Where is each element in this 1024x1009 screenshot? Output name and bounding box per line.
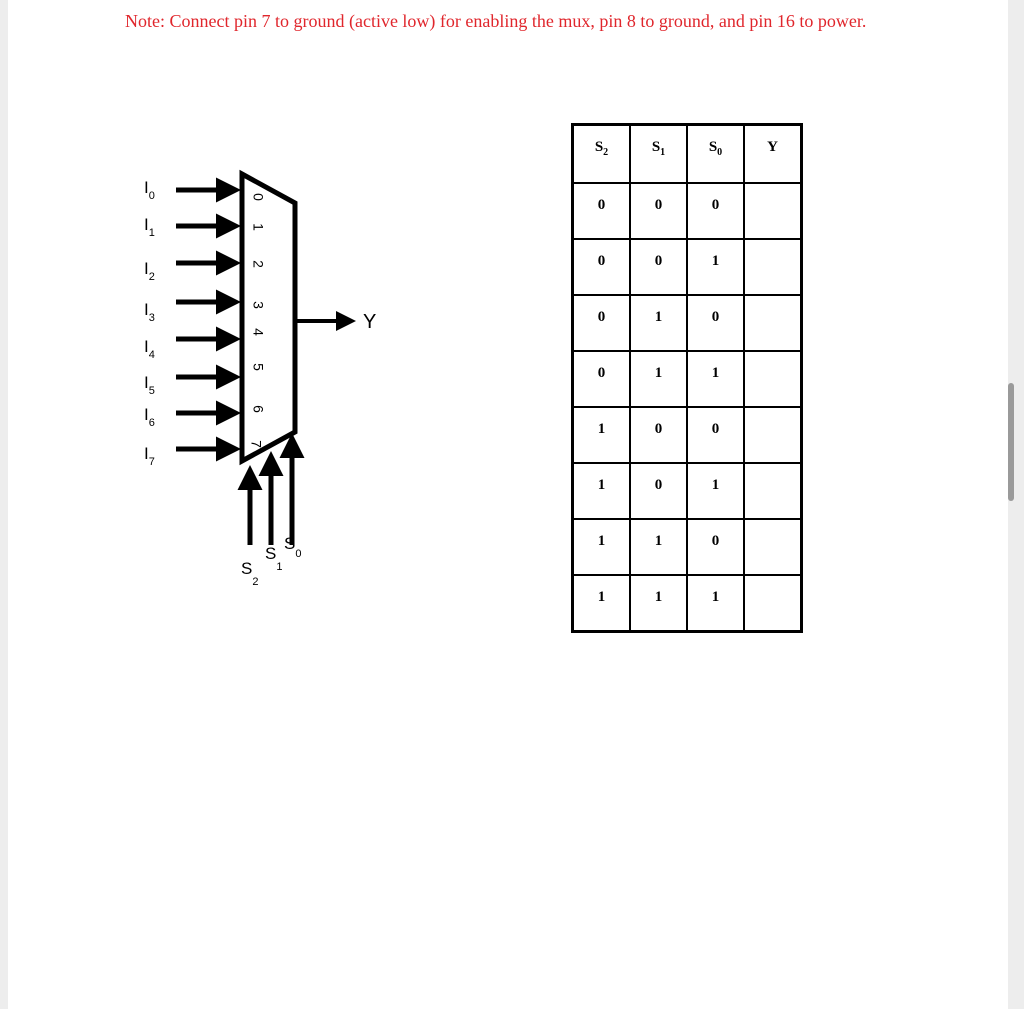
vertical-scrollbar[interactable] [1008, 383, 1014, 501]
cell-y [744, 239, 802, 295]
input-label-7: $I_7$ [144, 444, 155, 468]
select-label-s0: $S_0$ [284, 534, 302, 560]
cell-s1: 1 [630, 575, 687, 632]
pin-number-5: 5 [250, 363, 267, 371]
input-label-2: $I_2$ [144, 259, 155, 283]
cell-s0: 1 [687, 575, 744, 632]
pin-number-7: 7 [248, 440, 265, 448]
pin-number-4: 4 [250, 328, 267, 336]
pin-number-2: 2 [250, 260, 267, 268]
truth-table-header-row [573, 125, 802, 184]
table-row [573, 239, 802, 295]
select-label-s2: $S_2$ [241, 559, 259, 588]
cell-s1: 1 [630, 295, 687, 351]
table-row [573, 407, 802, 463]
truth-table [571, 123, 803, 633]
cell-s0: 1 [687, 351, 744, 407]
table-row [573, 183, 802, 239]
cell-s0: 0 [687, 183, 744, 239]
pin-number-6: 6 [250, 405, 267, 413]
cell-s2: 1 [573, 519, 631, 575]
input-labels [144, 178, 155, 468]
header-s2: $S_2$ [573, 125, 631, 184]
input-label-3: $I_3$ [144, 300, 155, 324]
cell-y [744, 295, 802, 351]
input-label-6: $I_6$ [144, 405, 155, 429]
cell-s2: 1 [573, 407, 631, 463]
cell-s2: 0 [573, 351, 631, 407]
header-s1: $S_1$ [630, 125, 687, 184]
table-row [573, 519, 802, 575]
cell-s1: 1 [630, 351, 687, 407]
cell-y [744, 407, 802, 463]
pin-number-0: 0 [250, 193, 267, 201]
cell-y [744, 519, 802, 575]
pin-number-1: 1 [250, 223, 267, 231]
cell-s2: 0 [573, 295, 631, 351]
table-row [573, 575, 802, 632]
mux-body [242, 174, 295, 461]
cell-y [744, 351, 802, 407]
cell-y [744, 463, 802, 519]
cell-s2: 1 [573, 463, 631, 519]
pin-numbers [248, 193, 266, 448]
cell-s1: 1 [630, 519, 687, 575]
output-label: Y [363, 311, 377, 333]
input-arrows [176, 190, 236, 449]
cell-s0: 1 [687, 463, 744, 519]
cell-s0: 1 [687, 239, 744, 295]
select-label-s1: $S_1$ [265, 544, 283, 573]
cell-s2: 0 [573, 239, 631, 295]
cell-s1: 0 [630, 183, 687, 239]
cell-s0: 0 [687, 519, 744, 575]
document-page [8, 0, 1008, 1009]
header-y: Y [744, 125, 802, 184]
input-label-1: $I_1$ [144, 215, 155, 239]
cell-s0: 0 [687, 295, 744, 351]
cell-s0: 0 [687, 407, 744, 463]
table-row [573, 295, 802, 351]
header-s0: $S_0$ [687, 125, 744, 184]
pin-number-3: 3 [250, 301, 267, 309]
table-row [573, 351, 802, 407]
input-label-0: $I_0$ [144, 178, 155, 202]
cell-s1: 0 [630, 239, 687, 295]
table-row [573, 463, 802, 519]
multiplexer-diagram [116, 160, 426, 610]
cell-y [744, 183, 802, 239]
cell-s2: 0 [573, 183, 631, 239]
note-text: Note: Connect pin 7 to ground (active low) for enabling the mux, pin 8 to ground, and pin 16 to power. [125, 11, 867, 31]
cell-s2: 1 [573, 575, 631, 632]
input-label-4: $I_4$ [144, 337, 155, 361]
cell-s1: 0 [630, 463, 687, 519]
cell-y [744, 575, 802, 632]
input-label-5: $I_5$ [144, 373, 155, 397]
cell-s1: 0 [630, 407, 687, 463]
